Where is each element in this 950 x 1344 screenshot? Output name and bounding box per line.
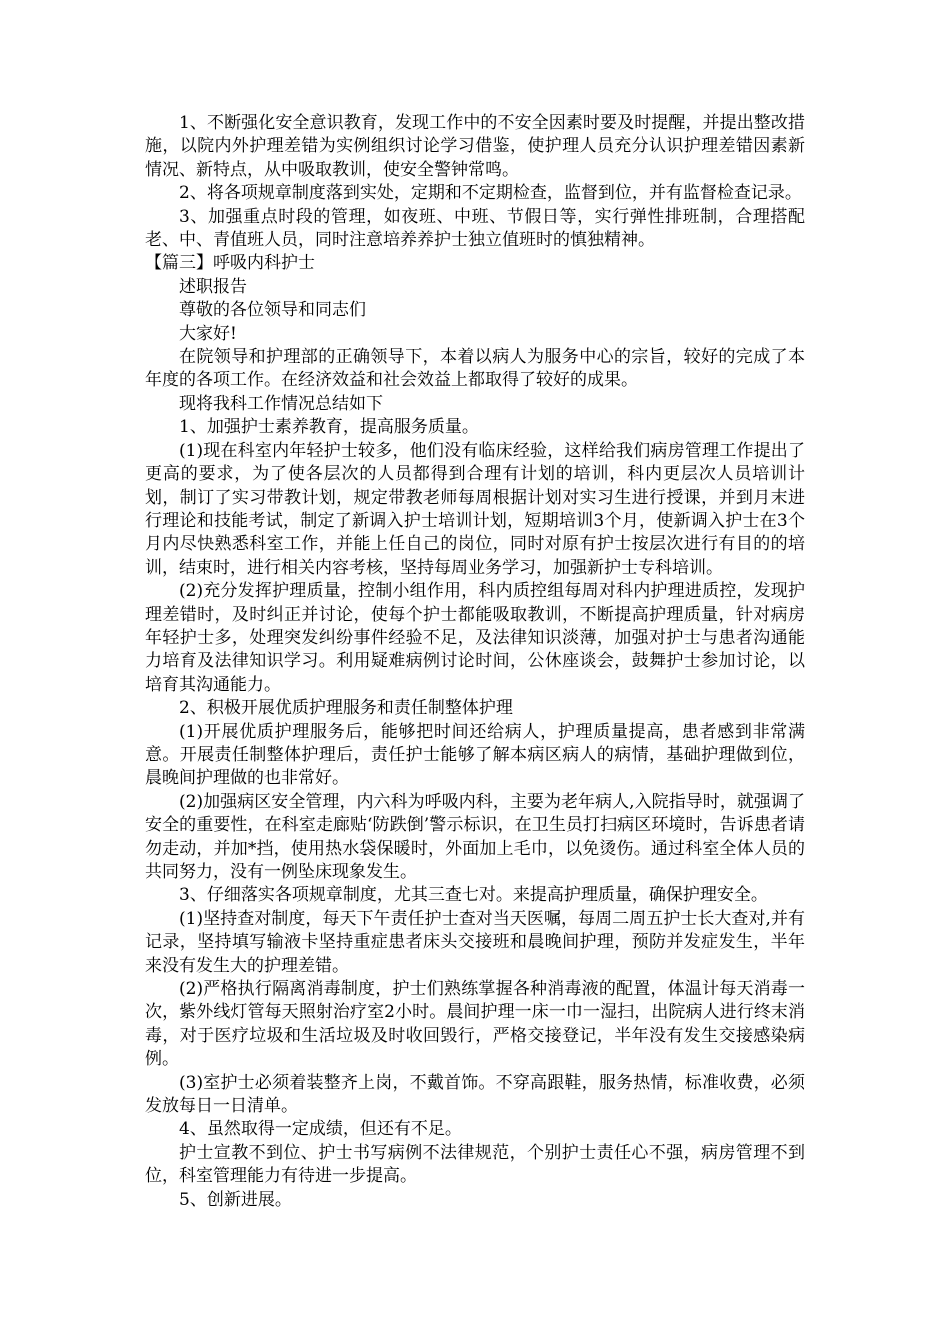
paragraph: 3、加强重点时段的管理，如夜班、中班、节假日等，实行弹性排班制，合理搭配老、中、青值班人员，同时注意培养养护士独立值班时的慎独精神。 xyxy=(145,206,805,251)
paragraph: (1)开展优质护理服务后，能够把时间还给病人，护理质量提高，患者感到非常满意。开展责任制整体护理后，责任护士能够了解本病区病人的病情，基础护理做到位，晨晚间护理做的也非常好。 xyxy=(145,721,805,789)
paragraph: 1、加强护士素养教育，提高服务质量。 xyxy=(179,417,479,438)
paragraph: 护士宣教不到位、护士书写病例不法律规范，个别护士责任心不强，病房管理不到位，科室管理能力有待进一步提高。 xyxy=(145,1142,805,1187)
paragraph: 1、不断强化安全意识教育，发现工作中的不安全因素时要及时提醒，并提出整改措施，以院内外护理差错为实例组织讨论学习借鉴，使护理人员充分认识护理差错因素新情况、新特点，从中吸取教训，使安全警钟常鸣。 xyxy=(145,113,805,180)
report-title: 述职报告 xyxy=(179,276,247,297)
paragraph: 2、积极开展优质护理服务和责任制整体护理 xyxy=(179,698,513,719)
paragraph: 3、仔细落实各项规章制度，尤其三查七对。来提高护理质量，确保护理安全。 xyxy=(179,885,768,906)
paragraph: (1)坚持查对制度，每天下午责任护士查对当天医嘱，每周二周五护士长大查对,并有记录，坚持填写输液卡坚持重症患者床头交接班和晨晚间护理，预防并发症发生，半年来没有发生大的护理差错。 xyxy=(145,908,805,976)
paragraph: 2、将各项规章制度落到实处，定期和不定期检查，监督到位，并有监督检查记录。 xyxy=(179,183,802,204)
document-body xyxy=(145,112,805,1212)
paragraph: 4、虽然取得一定成绩，但还有不足。 xyxy=(179,1119,462,1140)
paragraph: 5、创新进展。 xyxy=(179,1189,292,1210)
paragraph: (3)室护士必须着装整齐上岗，不戴首饰。不穿高跟鞋，服务热情，标准收费，必须发放每日一日清单。 xyxy=(145,1072,805,1117)
paragraph: (2)严格执行隔离消毒制度，护士们熟练掌握各种消毒液的配置，体温计每天消毒一次，紫外线灯管每天照射治疗室2小时。晨间护理一床一巾一湿扫，出院病人进行终末消毒，对于医疗垃圾和生活垃圾及时收回毁行，严格交接登记，半年没有发生交接感染病例。 xyxy=(145,979,805,1070)
section-heading: 【篇三】呼吸内科护士 xyxy=(145,253,315,274)
paragraph: 现将我科工作情况总结如下 xyxy=(179,393,383,414)
salutation: 尊敬的各位领导和同志们 xyxy=(179,300,366,321)
paragraph: (2)加强病区安全管理，内六科为呼吸内科，主要为老年病人,入院指导时，就强调了安全的重要性，在科室走廊贴‘防跌倒’警示标识，在卫生员打扫病区环境时，告诉患者请勿走动，并加*挡，使用热水袋保暖时，外面加上毛巾，以免烫伤。通过科室全体人员的共同努力，没有一例坠床现象发生。 xyxy=(145,791,805,882)
paragraph: (2)充分发挥护理质量，控制小组作用，科内质控组每周对科内护理进质控，发现护理差错时，及时纠正并讨论，使每个护士都能吸取教训，不断提高护理质量，针对病房年轻护士多，处理突发纠纷事件经验不足，及法律知识淡薄，加强对护士与患者沟通能力培育及法律知识学习。利用疑难病例讨论时间，公休座谈会，鼓舞护士参加讨论，以培育其沟通能力。 xyxy=(145,581,805,695)
greeting: 大家好! xyxy=(179,323,237,344)
paragraph: (1)现在科室内年轻护士较多，他们没有临床经验，这样给我们病房管理工作提出了更高的要求，为了使各层次的人员都得到合理有计划的培训，科内更层次人员培训计划，制订了实习带教计划，规定带教老师每周根据计划对实习生进行授课，并到月末进行理论和技能考试，制定了新调入护士培训计划，短期培训3个月，使新调入护士在3个月内尽快熟悉科室工作，并能上任自己的岗位，同时对原有护士按层次进行有目的的培训，结束时，进行相关内容考核，坚持每周业务学习，加强新护士专科培训。 xyxy=(145,440,805,578)
paragraph: 在院领导和护理部的正确领导下，本着以病人为服务中心的宗旨，较好的完成了本年度的各项工作。在经济效益和社会效益上都取得了较好的成果。 xyxy=(145,347,805,391)
